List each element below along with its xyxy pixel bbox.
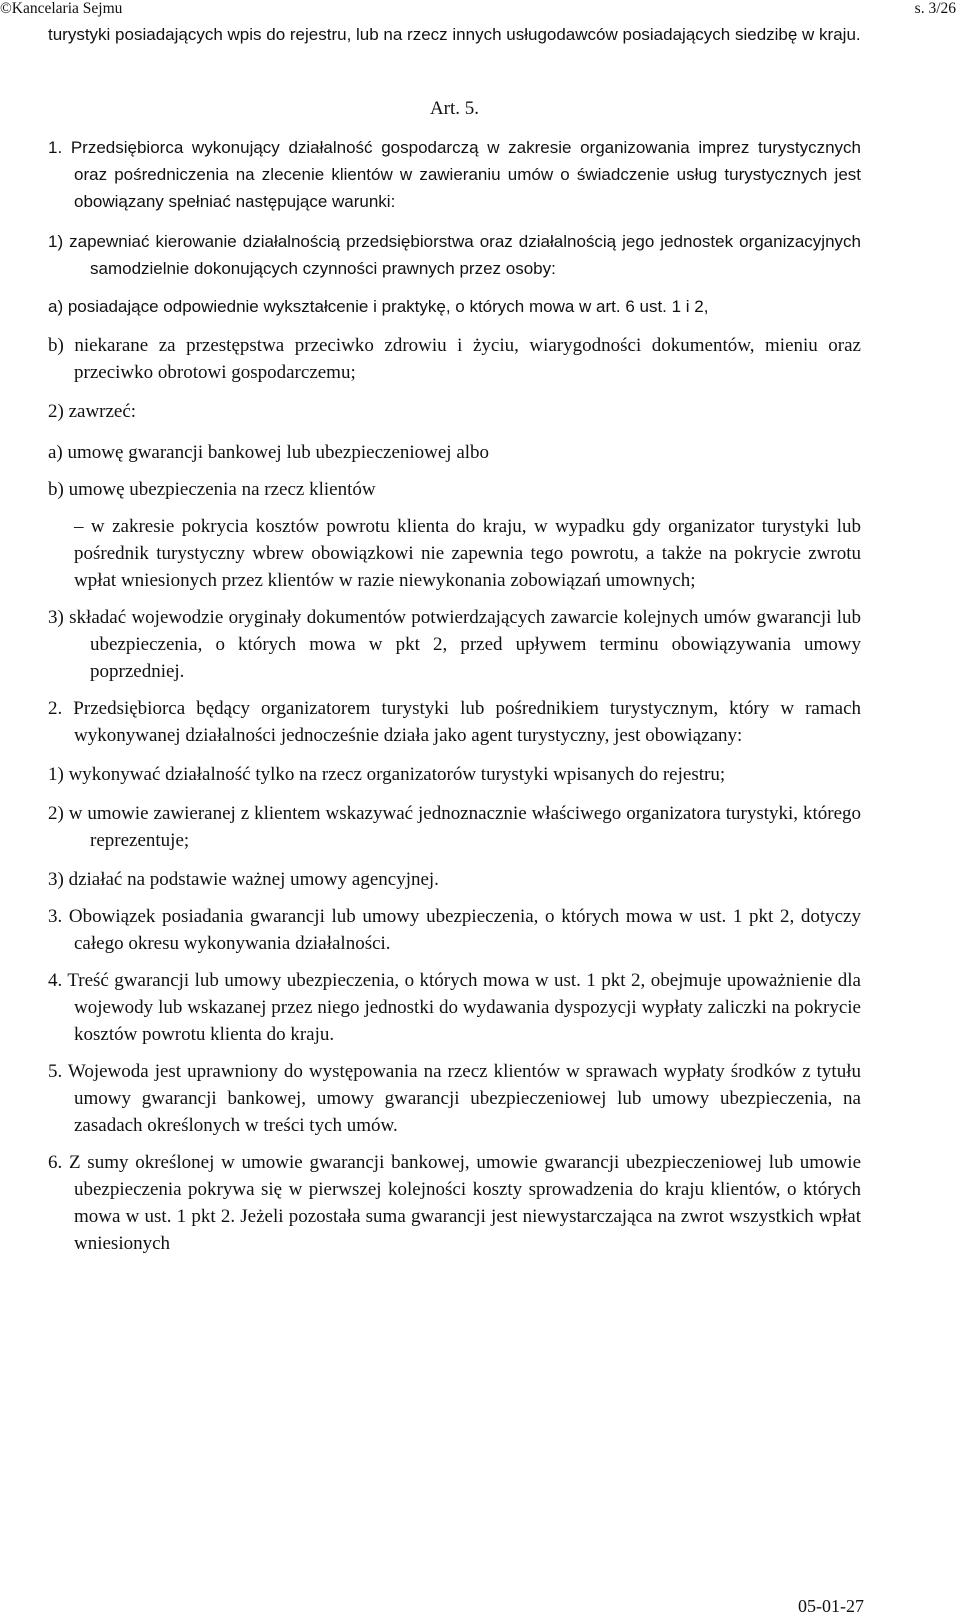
ust-4: 4. Treść gwarancji lub umowy ubezpieczenia, o których mowa w ust. 1 pkt 2, obejmuje upoważnienie dla wojewody lub wskazanej przez niego jednostki do wydawania dyspozycji wypłaty zaliczki na pokrycie kosztów powrotu klienta do kraju. <box>48 970 861 1045</box>
header-page-number: s. 3/26 <box>914 0 956 17</box>
header-publisher: ©Kancelaria Sejmu <box>0 0 123 17</box>
ust-1-pkt-2-lit-b: b) umowę ubezpieczenia na rzecz klientów <box>48 479 376 500</box>
intro-paragraph: turystyki posiadających wpis do rejestru, lub na rzecz innych usługodawców posiadających siedzibę w kraju. <box>48 25 861 44</box>
ust-1-pkt-2: 2) zawrzeć: <box>48 401 137 422</box>
ust-2: 2. Przedsiębiorca będący organizatorem turystyki lub pośrednikiem turystycznym, który w ramach wykonywanej działalności jednocześnie działa jako agent turystyczny, jest obowiązany: <box>48 698 861 746</box>
ust-6: 6. Z sumy określonej w umowie gwarancji bankowej, umowie gwarancji ubezpieczeniowej lub umowie ubezpieczenia pokrywa się w pierwszej kolejności koszty sprowadzenia do kraju klientów, o których mowa w ust. 1 pkt 2. Jeżeli pozostała suma gwarancji jest niewystarczająca na zwrot wszystkich wpłat wniesionych <box>48 1152 861 1254</box>
footer-date: 05-01-27 <box>798 1596 864 1616</box>
article-title: Art. 5. <box>429 98 480 119</box>
ust-2-pkt-3: 3) działać na podstawie ważnej umowy agencyjnej. <box>48 869 439 890</box>
ust-5: 5. Wojewoda jest uprawniony do występowania na rzecz klientów w sprawach wypłaty środków z tytułu umowy gwarancji bankowej, umowy gwarancji ubezpieczeniowej lub umowy ubezpieczenia, na zasadach określonych w treści tych umów. <box>48 1061 861 1136</box>
ust-1-pkt-1-lit-a: a) posiadające odpowiednie wykształcenie i praktykę, o których mowa w art. 6 ust. 1 i 2, <box>48 297 709 316</box>
ust-2-pkt-1: 1) wykonywać działalność tylko na rzecz organizatorów turystyki wpisanych do rejestru; <box>48 764 726 785</box>
ust-1-pkt-3: 3) składać wojewodzie oryginały dokumentów potwierdzających zawarcie kolejnych umów gwarancji lub ubezpieczenia, o których mowa w pkt 2, przed upływem terminu obowiązywania umowy poprzedniej. <box>48 607 861 682</box>
ust-1-pkt-2-lit-a: a) umowę gwarancji bankowej lub ubezpieczeniowej albo <box>48 442 490 463</box>
ust-3: 3. Obowiązek posiadania gwarancji lub umowy ubezpieczenia, o których mowa w ust. 1 pkt 2, dotyczy całego okresu wykonywania działalności. <box>48 906 861 954</box>
ust-1-pkt-1-lit-b: b) niekarane za przestępstwa przeciwko zdrowiu i życiu, wiarygodności dokumentów, mieniu oraz przeciwko obrotowi gospodarczemu; <box>48 335 861 383</box>
ust-2-pkt-2: 2) w umowie zawieranej z klientem wskazywać jednoznacznie właściwego organizatora turystyki, którego reprezentuje; <box>48 803 861 851</box>
document-body <box>48 21 861 1257</box>
ust-1-pkt-1: 1) zapewniać kierowanie działalnością przedsiębiorstwa oraz działalnością jego jednostek organizacyjnych samodzielnie dokonujących czynności prawnych przez osoby: <box>48 232 861 278</box>
ust-1: 1. Przedsiębiorca wykonujący działalność gospodarczą w zakresie organizowania imprez turystycznych oraz pośredniczenia na zlecenie klientów w zawieraniu umów o świadczenie usług turystycznych jest obowiązany spełniać następujące warunki: <box>48 138 861 211</box>
ust-1-pkt-2-tiret: – w zakresie pokrycia kosztów powrotu klienta do kraju, w wypadku gdy organizator turystyki lub pośrednik turystyczny wbrew obowiązkowi nie zapewnia tego powrotu, a także na pokrycie zwrotu wpłat wniesionych przez klientów w razie niewykonania zobowiązań umownych; <box>74 516 861 591</box>
